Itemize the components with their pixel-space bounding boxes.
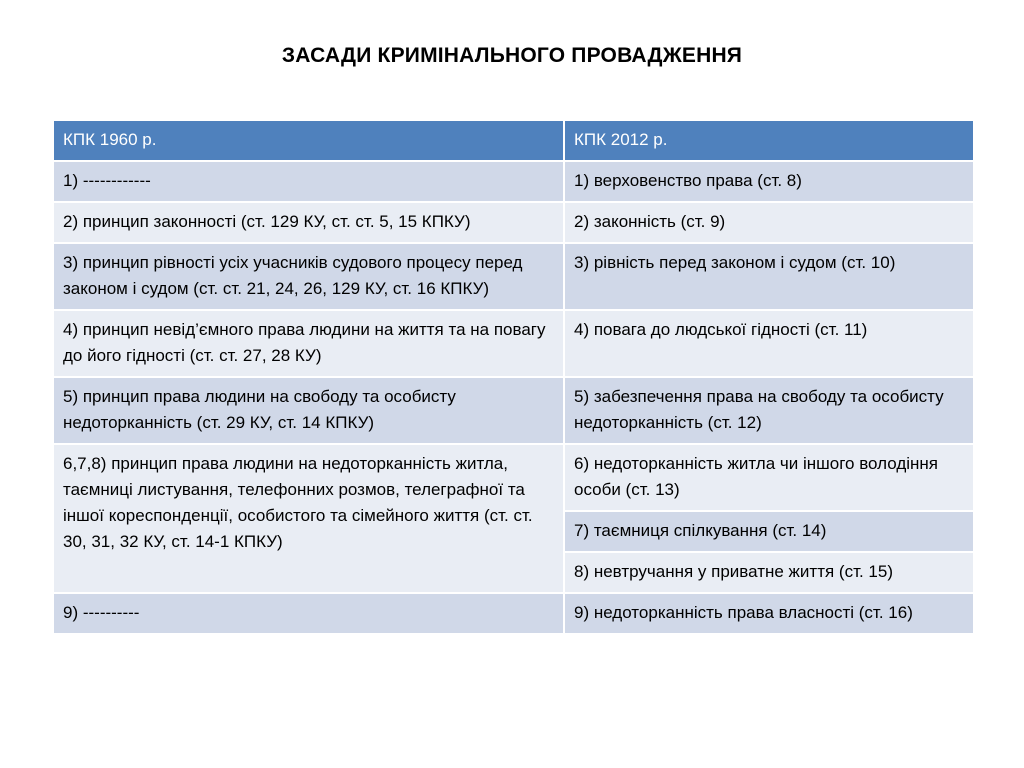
cell-1960-3: 3) принцип рівності усіх учасників судового процесу перед законом і судом (ст. ст. 21, 24, 26, 129 КУ, ст. 16 КПКУ) (53, 243, 564, 310)
cell-1960-6-8: 6,7,8) принцип права людини на недоторканність житла, таємниці листування, телефонних розмов, телеграфної та іншої кореспонденції, особистого та сімейного життя (ст. ст. 30, 31, 32 КУ, ст. 14-1 КПКУ) (53, 444, 564, 593)
header-cpc-1960: КПК 1960 р. (53, 120, 564, 161)
cell-2012-9: 9) недоторканність права власності (ст. 16) (564, 593, 974, 634)
cell-1960-1: 1) ------------ (53, 161, 564, 202)
table-row (53, 243, 974, 310)
cell-2012-7: 7) таємниця спілкування (ст. 14) (564, 511, 974, 552)
cell-2012-5: 5) забезпечення права на свободу та особисту недоторканність (ст. 12) (564, 377, 974, 444)
cell-1960-9: 9) ---------- (53, 593, 564, 634)
table-header-row (53, 120, 974, 161)
table-row (53, 377, 974, 444)
table-row (53, 310, 974, 377)
table-row (53, 202, 974, 243)
cell-1960-2: 2) принцип законності (ст. 129 КУ, ст. ст. 5, 15 КПКУ) (53, 202, 564, 243)
cell-2012-1: 1) верховенство права (ст. 8) (564, 161, 974, 202)
cell-2012-2: 2) законність (ст. 9) (564, 202, 974, 243)
cell-2012-8: 8) невтручання у приватне життя (ст. 15) (564, 552, 974, 593)
table-row (53, 593, 974, 634)
cell-2012-4: 4) повага до людської гідності (ст. 11) (564, 310, 974, 377)
header-cpc-2012: КПК 2012 р. (564, 120, 974, 161)
cell-2012-6: 6) недоторканність житла чи іншого володіння особи (ст. 13) (564, 444, 974, 511)
cell-1960-4: 4) принцип невід’ємного права людини на життя та на повагу до його гідності (ст. ст. 27, 28 КУ) (53, 310, 564, 377)
table-row (53, 444, 974, 511)
slide-title: ЗАСАДИ КРИМІНАЛЬНОГО ПРОВАДЖЕННЯ (281, 44, 743, 67)
cell-1960-5: 5) принцип права людини на свободу та особисту недоторканність (ст. 29 КУ, ст. 14 КПКУ) (53, 377, 564, 444)
table-row (53, 161, 974, 202)
cell-2012-3: 3) рівність перед законом і судом (ст. 10) (564, 243, 974, 310)
comparison-table (52, 119, 975, 635)
